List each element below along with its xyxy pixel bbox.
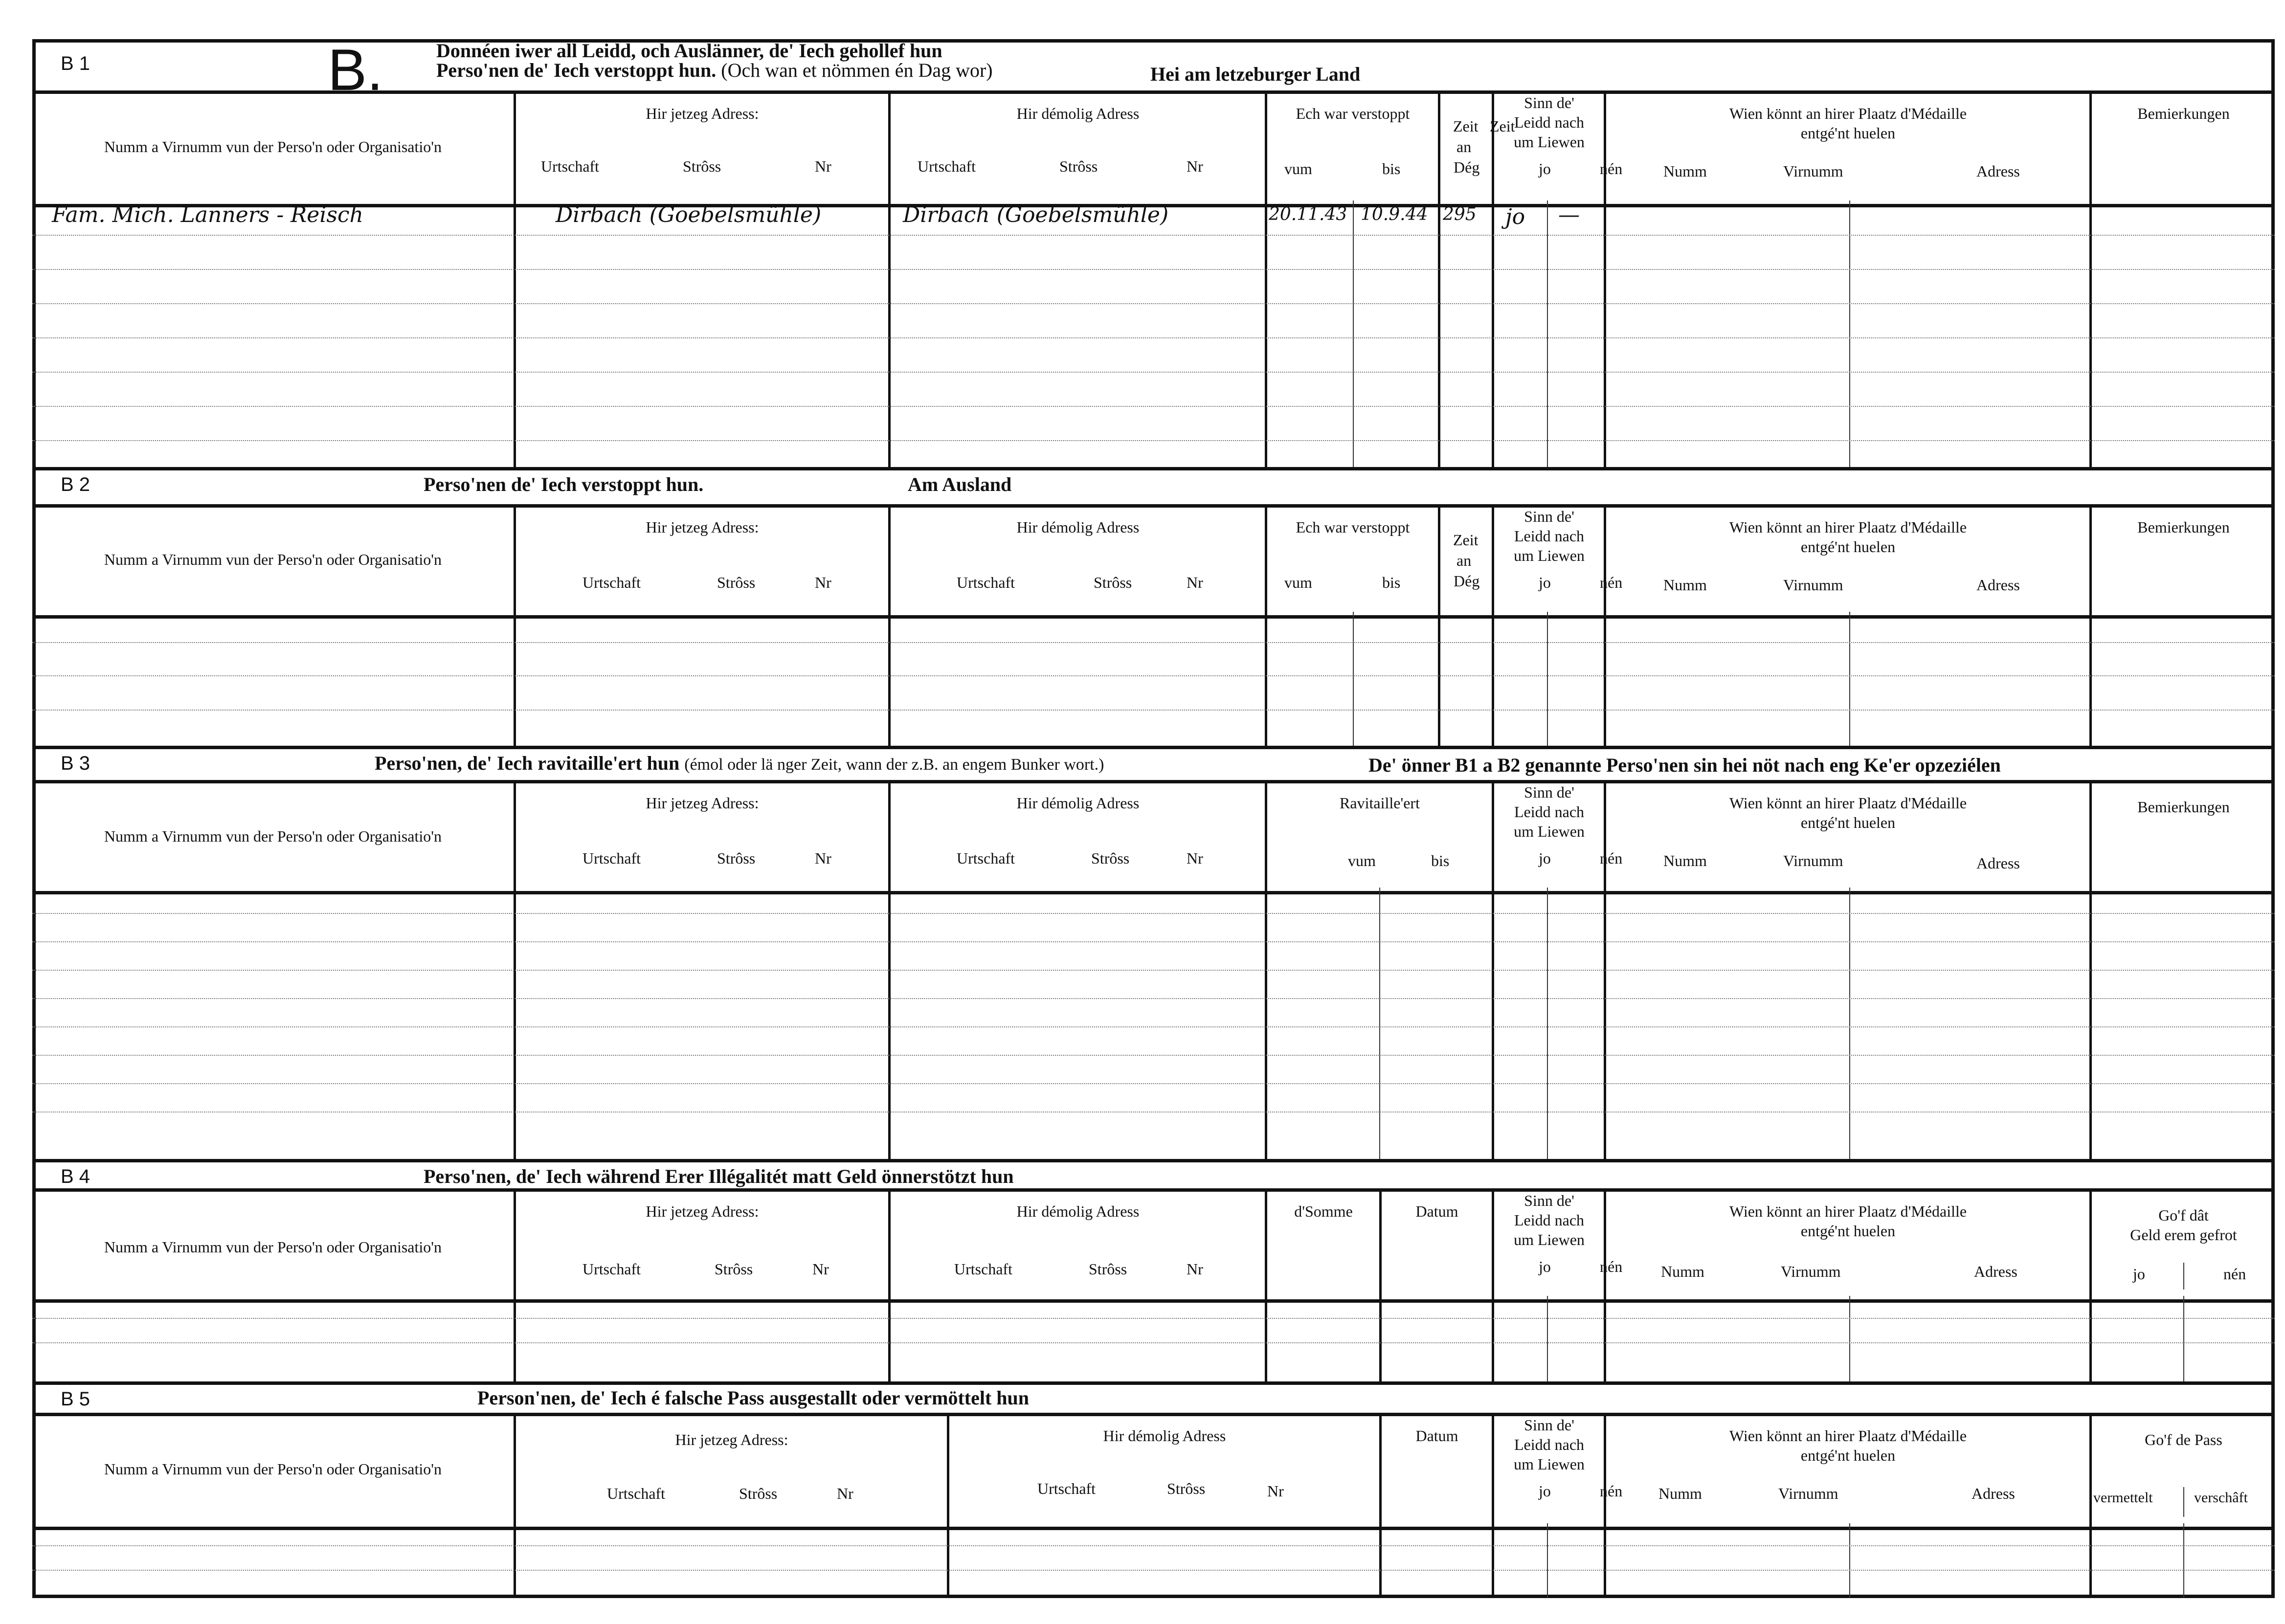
col-former-city-label: Urtschaft <box>1037 1480 1096 1497</box>
col-money-label-l2: Geld erem gefrot <box>2130 1226 2237 1244</box>
section-b4-header <box>32 1188 2275 1303</box>
col-former-nr-label: Nr <box>1187 157 1203 175</box>
col-former-nr-label: Nr <box>1267 1482 1284 1500</box>
col-medal-first-label: Virnumm <box>1783 162 1843 180</box>
col-current-city-label: Urtschaft <box>607 1485 666 1502</box>
col-alive-label-l1: Sinn de' <box>1524 1416 1574 1434</box>
col-hidden-to-label: bis <box>1382 574 1401 591</box>
col-alive-yes-label: jo <box>1539 574 1551 591</box>
col-former-address-label: Hir démolig Adress <box>1016 794 1140 812</box>
col-alive-no-label: nén <box>1600 160 1623 178</box>
col-alive-label-l2: Leidd nach <box>1514 527 1585 545</box>
section-b1-title-line2-normal: (Och wan et nömmen én Dag wor) <box>721 59 993 81</box>
col-current-city-label: Urtschaft <box>582 574 641 591</box>
col-current-street-label: Strôss <box>683 157 721 175</box>
col-pass-forged-label: verschâft <box>2194 1490 2248 1506</box>
col-medal-first-label: Virnumm <box>1781 1263 1841 1280</box>
section-b5-title: Person'nen, de' Iech é falsche Pass ausgestallt oder vermöttelt hun <box>477 1387 1030 1409</box>
col-time-label-l3: Dég <box>1454 158 1480 176</box>
section-b3-code: B 3 <box>61 753 90 774</box>
col-medal-label-l1: Wien könnt an hirer Plaatz d'Médaille <box>1729 105 1967 122</box>
section-b3 <box>32 746 2275 1159</box>
col-medal-label-l1: Wien könnt an hirer Plaatz d'Médaille <box>1729 1202 1967 1220</box>
entry-name: Fam. Mich. Lanners - Reisch <box>52 202 363 227</box>
section-b2-code: B 2 <box>61 474 90 495</box>
col-current-nr-label: Nr <box>815 157 831 175</box>
col-current-city-label: Urtschaft <box>582 849 641 867</box>
col-current-address-label: Hir jetzeg Adress: <box>646 794 759 812</box>
col-former-address-label: Hir démolig Adress <box>1016 518 1140 536</box>
col-money-no-label: nén <box>2223 1265 2246 1283</box>
section-b3-title <box>375 752 1104 775</box>
section-b1-location: Hei am letzeburger Land <box>1150 63 1361 85</box>
col-current-nr-label: Nr <box>815 849 831 867</box>
section-b3-rows <box>32 888 2275 1159</box>
entry-current-address: Dirbach (Goebelsmühle) <box>556 202 822 227</box>
col-remarks-label: Bemierkungen <box>2137 518 2230 536</box>
col-medal-last-label: Numm <box>1658 1485 1702 1502</box>
col-alive-label-l3: um Liewen <box>1514 547 1585 564</box>
col-time-label-l3: Dég <box>1454 572 1480 590</box>
col-current-city-label: Urtschaft <box>582 1260 641 1278</box>
col-date-label: Datum <box>1415 1202 1458 1220</box>
col-former-street-label: Strôss <box>1094 574 1132 591</box>
col-remarks-label: Bemierkungen <box>2137 105 2230 122</box>
col-alive-label-l1: Sinn de' <box>1524 1192 1574 1209</box>
entry-days: 295 <box>1443 204 1477 224</box>
section-b4-code: B 4 <box>61 1166 90 1187</box>
col-pass-label: Go'f de Pass <box>2145 1431 2222 1448</box>
col-medal-first-label: Virnumm <box>1783 576 1843 594</box>
col-medal-last-label: Numm <box>1663 852 1707 869</box>
form-letter: B. <box>328 37 383 103</box>
section-b3-header <box>32 780 2275 894</box>
col-alive-label-l1: Sinn de' <box>1524 94 1574 111</box>
section-b5-code: B 5 <box>61 1388 90 1410</box>
col-alive-yes-label: jo <box>1539 160 1551 178</box>
col-former-city-label: Urtschaft <box>918 157 976 175</box>
col-current-street-label: Strôss <box>739 1485 778 1502</box>
col-medal-last-label: Numm <box>1663 576 1707 594</box>
col-name-label: Numm a Virnumm vun der Perso'n oder Organisatio'n <box>104 1238 442 1256</box>
section-b1 <box>32 39 2275 467</box>
section-b2-location: Am Ausland <box>908 473 1012 495</box>
col-supplied-label: Ravitaille'ert <box>1340 794 1420 812</box>
col-medal-last-label: Numm <box>1663 162 1707 180</box>
col-medal-label-l2: entgé'nt huelen <box>1800 1446 1896 1464</box>
section-b1-title-line1: Donnéen iwer all Leidd, och Auslänner, de' Iech gehollef hun <box>436 40 942 62</box>
col-current-nr-label: Nr <box>837 1485 853 1502</box>
col-current-city-label: Urtschaft <box>541 157 600 175</box>
col-former-address-label: Hir démolig Adress <box>1103 1427 1226 1445</box>
col-hidden-label: Ech war verstoppt <box>1296 518 1410 536</box>
entry-hidden-to: 10.9.44 <box>1361 204 1428 224</box>
col-current-street-label: Strôss <box>715 1260 753 1278</box>
col-time-label-l2: an <box>1456 138 1472 156</box>
col-current-street-label: Strôss <box>717 849 756 867</box>
col-former-city-label: Urtschaft <box>957 849 1015 867</box>
section-b4 <box>32 1159 2275 1381</box>
col-medal-first-label: Virnumm <box>1778 1485 1838 1502</box>
col-former-city-label: Urtschaft <box>957 574 1015 591</box>
col-current-address-label: Hir jetzeg Adress: <box>675 1431 788 1448</box>
section-b2-header <box>32 504 2275 619</box>
col-former-address-label: Hir démolig Adress <box>1016 1202 1140 1220</box>
col-former-nr-label: Nr <box>1187 574 1203 591</box>
entry-alive-yes: jo <box>1505 204 1525 229</box>
section-b2-rows <box>32 612 2275 746</box>
col-former-street-label: Strôss <box>1091 849 1130 867</box>
col-medal-label-l2: entgé'nt huelen <box>1800 124 1896 142</box>
section-b1-header: Numm a Virnumm vun der Perso'n oder Organisatio'n Hir jetzeg Adress: Urtschaft Strôss Nr Hir démolig Adress Urtschaft Strôss Nr Ech war verstoppt vum bis Zeit Zeit an Dég Sinn de' Leidd nach um Liewen jo nén Wien könnt an hirer Plaatz d'Médaille entgé'nt huelen Numm Virnumm Adress Bemierkungen <box>32 90 2275 207</box>
section-b3-title-bold: Perso'nen, de' Iech ravitaille'ert hun <box>375 752 680 774</box>
col-time-label-l1: Zeit <box>1453 117 1479 135</box>
section-b5-rows <box>32 1523 2275 1598</box>
col-former-address-label: Hir démolig Adress <box>1016 105 1140 122</box>
col-alive-label-l3: um Liewen <box>1514 823 1585 840</box>
col-former-nr-label: Nr <box>1187 1260 1203 1278</box>
col-money-label-l1: Go'f dât <box>2158 1206 2209 1224</box>
section-b2-title: Perso'nen de' Iech verstoppt hun. <box>424 473 704 495</box>
col-medal-last-label: Numm <box>1661 1263 1704 1280</box>
col-money-yes-label: jo <box>2133 1265 2145 1283</box>
col-medal-label-l1: Wien könnt an hirer Plaatz d'Médaille <box>1729 1427 1967 1445</box>
col-medal-address-label: Adress <box>1971 1485 2015 1502</box>
section-b4-title: Perso'nen, de' Iech während Erer Illégalitét matt Geld önnerstötzt hun <box>424 1165 1014 1187</box>
col-hidden-from-label: vum <box>1284 160 1312 178</box>
section-b1-rows <box>32 200 2275 467</box>
col-supplied-to-label: bis <box>1431 852 1450 869</box>
col-alive-label-l1: Sinn de' <box>1524 783 1574 801</box>
col-current-address-label: Hir jetzeg Adress: <box>646 1202 759 1220</box>
section-b3-title-normal: (émol oder lä nger Zeit, wann der z.B. an engem Bunker wort.) <box>684 756 1104 774</box>
col-alive-label-l3: um Liewen <box>1514 1231 1585 1248</box>
col-medal-address-label: Adress <box>1976 854 2020 872</box>
col-former-street-label: Strôss <box>1059 157 1098 175</box>
col-medal-first-label: Virnumm <box>1783 852 1843 869</box>
col-pass-mediated-label: vermettelt <box>2093 1490 2153 1506</box>
col-alive-label-l1: Sinn de' <box>1524 508 1574 525</box>
col-medal-label-l2: entgé'nt huelen <box>1800 814 1896 831</box>
col-medal-label-l1: Wien könnt an hirer Plaatz d'Médaille <box>1729 518 1967 536</box>
col-medal-label-l2: entgé'nt huelen <box>1800 1222 1896 1240</box>
col-current-street-label: Strôss <box>717 574 756 591</box>
col-name-label: Numm a Virnumm vun der Perso'n oder Organisatio'n <box>104 827 442 845</box>
col-hidden-label: Ech war verstoppt <box>1296 105 1410 122</box>
col-alive-yes-label: jo <box>1539 1482 1551 1500</box>
col-hidden-from-label: vum <box>1284 574 1312 591</box>
col-name-label: Numm a Virnumm vun der Perso'n oder Organisatio'n <box>104 1460 442 1478</box>
col-supplied-from-label: vum <box>1348 852 1376 869</box>
section-b4-rows <box>32 1296 2275 1381</box>
col-former-nr-label: Nr <box>1187 849 1203 867</box>
col-alive-no-label: nén <box>1600 1258 1623 1275</box>
col-medal-label-l1: Wien könnt an hirer Plaatz d'Médaille <box>1729 794 1967 812</box>
entry-former-address: Dirbach (Goebelsmühle) <box>903 202 1169 227</box>
col-date-label: Datum <box>1415 1427 1458 1445</box>
col-medal-address-label: Adress <box>1974 1263 2017 1280</box>
col-former-street-label: Strôss <box>1089 1260 1127 1278</box>
section-b3-note: De' önner B1 a B2 genannte Perso'nen sin hei nöt nach eng Ke'er opzeziélen <box>1368 754 2001 776</box>
section-b2 <box>32 467 2275 746</box>
col-medal-label-l2: entgé'nt huelen <box>1800 538 1896 556</box>
section-b1-code: B 1 <box>61 53 90 74</box>
section-b5 <box>32 1381 2275 1598</box>
col-former-street-label: Strôss <box>1167 1480 1206 1497</box>
col-remarks-label: Bemierkungen <box>2137 798 2230 816</box>
col-medal-address-label: Adress <box>1976 576 2020 594</box>
col-name-label: Numm a Virnumm vun der Perso'n oder Organisatio'n <box>104 138 442 156</box>
col-alive-yes-label: jo <box>1539 849 1551 867</box>
col-sum-label: d'Somme <box>1294 1202 1353 1220</box>
col-time-label-l2: an <box>1456 552 1472 569</box>
col-alive-no-label: nén <box>1600 574 1623 591</box>
col-alive-label-l2: Leidd nach <box>1514 1211 1585 1229</box>
col-current-address-label: Hir jetzeg Adress: <box>646 105 759 122</box>
col-alive-label-l3: um Liewen <box>1514 133 1585 151</box>
col-alive-label-l2: Leidd nach <box>1514 1436 1585 1453</box>
col-name-label: Numm a Virnumm vun der Perso'n oder Organisatio'n <box>104 551 442 568</box>
col-alive-label-l2: Leidd nach <box>1514 803 1585 821</box>
col-time-label-l1: Zeit <box>1453 531 1479 549</box>
col-current-address-label: Hir jetzeg Adress: <box>646 518 759 536</box>
entry-hidden-from: 20.11.43 <box>1269 204 1347 224</box>
section-b1-title-line2-bold: Perso'nen de' Iech verstoppt hun. <box>436 59 717 81</box>
col-current-nr-label: Nr <box>812 1260 829 1278</box>
col-alive-no-label: nén <box>1600 849 1623 867</box>
col-alive-label-l3: um Liewen <box>1514 1455 1585 1473</box>
col-alive-yes-label: jo <box>1539 1258 1551 1275</box>
col-medal-address-label: Adress <box>1976 162 2020 180</box>
col-hidden-to-label: bis <box>1382 160 1401 178</box>
section-b5-header <box>32 1413 2275 1530</box>
col-former-city-label: Urtschaft <box>954 1260 1013 1278</box>
section-b1-title-line2 <box>436 59 993 82</box>
entry-alive-no: — <box>1558 202 1580 227</box>
col-alive-no-label: nén <box>1600 1482 1623 1500</box>
col-current-nr-label: Nr <box>815 574 831 591</box>
col-alive-label-l2: Leidd nach <box>1514 113 1585 131</box>
